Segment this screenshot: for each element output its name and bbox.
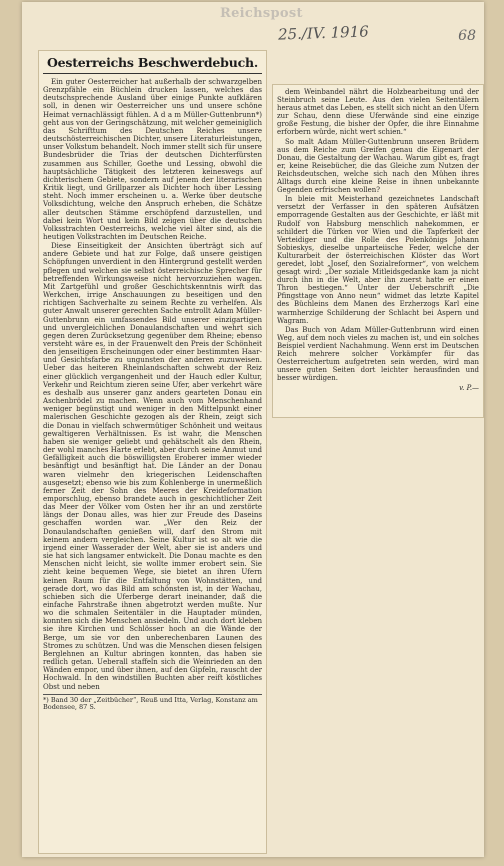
article-paragraph: So malt Adam Müller-Guttenbrunn unseren Brüdern aus dem Reiche zum Greifen genau die Eigenart der Donau, die Gestaltung der Wachau. Warum gibt es, fragt er, keine Reisebücher, die das Gleiche zum Nutzen der Reichsdeutschen, welche sich nach den Mühen ihres Alltags durch eine kleine Reise in ihnen unbekannte Gegenden erfrischen wollen? (277, 137, 479, 195)
article-clipping-left (38, 50, 267, 854)
handwritten-date: 25./IV. 1916 (277, 22, 370, 44)
article-paragraph: dem Weinbandel nährt die Holzbearbeitung und der Steinbruch seine Leute. Aus den vielen Seitentälern heraus atmet das Leben, es stellt sich nicht an den Ufern zur Schau, denn diese Uferwände sind eine einzige große Festung, die bisher der Opfer, die ihre Einnahme erforbern würde, nicht wert schien.“ (277, 88, 479, 137)
article-paragraph: Diese Einseitigkeit der Ansichten überträgt sich auf andere Gebiete und hat zur Folge, daß unsere geistigen Schöpfungen unverdient in den Hintergrund gestellt werden pflegen und welchen sie selbst österreichische Sprecher für betreffenden Wirkungsweise nicht hervorzuziehen wagen. Mit Zartgefühl und großer Geschichtskenntnis wirft das Werkchen, irrige Anschauungen zu beseitigen und den richtigen Sachverhalte zu seinem Rechte zu verhelfen. Als guter Anwalt unserer gerechten Sache entrollt Adam Müller-Guttenbrunn ein umfassendes Bild unserer einzigartigen und unvergleichlichen Donaulandschaften und wehrt sich gegen deren Zurücksetzung gegenüber dem Rheine; ebenso versteht wäre es, in der Frauenwelt den Preis der Schönheit den jenseitigen Erscheinungen oder einer bestimmten Haar- und Gesichtsfarbe zu ungunsten der anderen zuzuweisen. Ueber das heiteren Rheinlandschaften schwebt der Reiz einer glücklich vergangenheit und der Hauch edler Kultur, Verkehr und Reichtum zieren seine Ufer, aber verkehrt wäre es deshalb aus unserer ganz anders gearteten Donau ein Aschenbrödel zu machen. Wenn auch vom Menschenhand weniger begünstigt und weniger in den Mittelpunkt einer malerischen Geschichte gezogen als der Rhein, zeigt sich die Donau in vielfach schwermütiger Schönheit und weitaus gewaltigeren Verhältnissen. Es ist wahr, die Menschen haben sie weniger geliebt und gehätschelt als den Rhein, der wohl manches Harte erlebt, aber durch seine Anmut und Gefälligkeit auch die böswilligsten Eroberer immer wieder besänftigt und besänftigt hat. Die Länder an der Donau waren vielmehr den kriegerischen Leidenschaften ausgesetzt; ebenso wie bis zum Kohlenberge in unermeßlich ferner Zeit der Sohn des Meeres der Kreideformation emporschlug, ebenso brandete auch in geschichtlicher Zeit das Meer der Völker vom Osten her ihr an und zerstörte längs der Donau alles, was hier zur Freude des Daseins geschaffen worden war. „Wer den Reiz der Donaulandschaften genießen will, darf den Strom mit keinem andern vergleichen. Seine Kultur ist so alt wie die irgend einer Wasserader der Welt, aber sie ist anders und sie hat sich langsamer entwickelt. Die Donau machte es den Menschen nicht leicht, sie wollte immer erobert sein. Sie zieht keine bequemen Wege, sie bietet an ihren Ufern keinen Raum für die Entfaltung von Wohnstätten, und gerade dort, wo das Bild am schönsten ist, in der Wachau, schieben sich die Uferberge derart ineinander, daß die einfache Fahrstraße ihnen abgetrotzt werden mußte. Nur wo die schmalen Seitentäler in die Hauptader münden, konnten sich die Menschen ansiedeln. Und auch dort kleben sie ihre Kirchen und Schlösser hoch an die Wände der Berge, um sie vor den unberechenbaren Launen des Stromes zu schützen. Und was die Menschen diesen felsigen Berglehnen an Kultur abringen konnten, das haben sie redlich getan. Ueberall staffeln sich die Weinrieden an den Wänden empor, und über ihnen, auf den Gipfeln, rauscht der Hochwald. In den windstillen Buchten aber reift köstliches Obst und neben (43, 241, 262, 691)
page-number: 68 (458, 28, 476, 44)
article-paragraph: Das Buch von Adam Müller-Guttenbrunn wird einen Weg, auf dem noch vieles zu machen ist, und ein solches Beispiel verdient Nachahmung. Wenn erst im Deutschen Reich mehrere solcher Vorkämpfer für das Oesterreichertum aufgetreten sein werden, wird man unsere guten Seiten dort leichter herausfinden und besser würdigen. (277, 325, 479, 383)
newspaper-masthead: Reichspost (220, 6, 303, 21)
article-signature: v. P.— (459, 384, 479, 393)
article-footnote: *) Band 30 der „Zeitbücher“, Reuß und Itta, Verlag, Konstanz am Bodensee, 87 S. (43, 694, 262, 712)
article-paragraph: Ein guter Oesterreicher hat außerhalb der schwarzgelben Grenzpfähle ein Büchlein drucken lassen, welches das deutschsprechende Ausland über einige Punkte aufklären soll, in denen wir Oesterreicher uns und unsere schöne Heimat vernachlässigt fühlen. A d a m Müller-Guttenbrunn*) geht aus von der Geringschätzung, mit welcher gemeiniglich das Schrifttum des Deutschen Reiches unsere deutschösterreichischen Dichter, unsere Literaturleistungen, unser Volkstum behandelt. Noch immer stellt sich für unsere Bundesbrüder die Trias der deutschen Dichterfürsten zusammen aus Schiller, Goethe und Lessing, obwohl die hauptsächliche Tätigkeit des letzteren keineswegs auf dichterischem Gebiete, sondern auf jenem der literarischen Kritik liegt, und Grillparzer als Dichter hoch über Lessing steht. Noch immer erscheinen u. a. Werke über deutsche Volksdichtung, welche den Anspruch erheben, die Schätze aller deutschen Stämme erschöpfend darzustellen, und dabei kein Wort und kein Bild zeigen über die deutschen Volksstrachten Oesterreichs, welche viel älter sind, als die heutigen Volkstrachten im Deutschen Reiche. (43, 77, 262, 241)
article-column-left (39, 78, 266, 691)
article-paragraph: In bleie mit Meisterhand gezeichnetes Landschaft versetzt der Verfasser in den späteren Aufsätzen emporragende Gestalten aus der Geschichte, er läßt mit Rudolf von Habsburg menschlich nahekommen, er schildert die Türken vor Wien und die Tapferkeit der Verteidiger und die Rolle des Polenkönigs Johann Sobieskys, dieselbe unparteiische Feder, welche der Kulturarbeit der österreichischen Klöster das Wort geredet, lobt „Josef, den Sozialreformer“, von welchem gesagt wird: „Der soziale Mitleidsgedanke kam ja nicht durch ihn in die Welt, aber ihn zuerst hatte er einen Thron bestiegen.“ Unter der Ueberschrift „Die Pfingsttage von Anno neun“ widmet das letzte Kapitel des Büchleins dem Manen des Erzherzogs Karl eine warmherzige Schilderung der Schlacht bei Aspern und Wagram. (277, 195, 479, 325)
article-clipping-right (272, 84, 484, 418)
article-column-right (273, 85, 483, 395)
article-title: Oesterreichs Beschwerdebuch. (43, 55, 262, 74)
